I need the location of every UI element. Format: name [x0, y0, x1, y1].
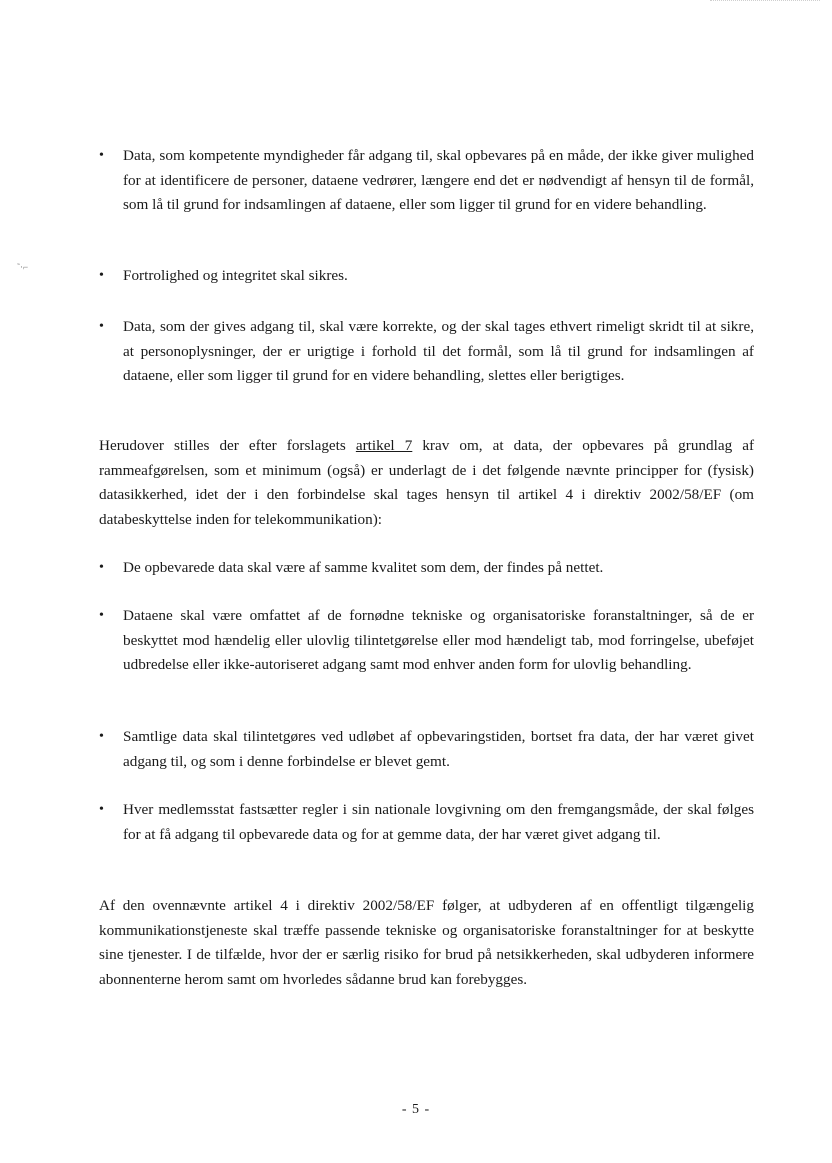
scan-mark: ˜·⌐: [17, 262, 29, 272]
bullet-text: Data, som kompetente myndigheder får adgang til, skal opbevares på en måde, der ikke giver mulighed for at identificere de personer, dataene vedrører, længere end det er nødvendigt af hensyn til de formål, som lå til grund for indsamlingen af dataene, eller som ligger til grund for en videre behandling.: [123, 147, 754, 214]
bullet-icon: •: [99, 608, 104, 623]
paragraph-text: krav om, at data, der opbevares på grundlag af rammeafgørelsen, som et minimum (også) er underlagt de i det følgende nævnte principper for (fysisk) datasikkerhed, idet der i den forbindelse skal tages hensyn til artikel 4 i direktiv 2002/58/EF (om databeskyttelse inden for telekommunikation):: [99, 437, 755, 528]
list-item: [99, 315, 754, 415]
bullet-text: Fortrolighed og integritet skal sikres.: [123, 267, 348, 284]
bullet-icon: •: [99, 319, 104, 334]
bullet-icon: •: [99, 268, 104, 283]
bullet-text: De opbevarede data skal være af samme kvalitet som dem, der findes på nettet.: [123, 559, 604, 576]
paragraph-text: Herudover stilles der efter forslagets: [99, 437, 356, 454]
body-paragraph: Af den ovennævnte artikel 4 i direktiv 2002/58/EF følger, at udbyderen af en offentligt tilgængelig kommunikationstjeneste skal træffe passende tekniske og organisatoriske foranstaltninger for at beskytte sine tjenester. I de tilfælde, hvor der er særlig risiko for brud på netsikkerheden, skal udbyderen informere abonnenterne herom samt om hvorledes sådanne brud kan forebygges.: [99, 897, 754, 988]
bullet-text: Hver medlemsstat fastsætter regler i sin nationale lovgivning om den fremgangsmåde, der skal følges for at få adgang til opbevarede data og for at gemme data, der har været givet adgang til.: [123, 801, 754, 843]
article-reference-link[interactable]: artikel 7: [355, 437, 413, 454]
bullet-text: Dataene skal være omfattet af de fornødne tekniske og organisatoriske foranstaltninger, så de er beskyttet mod hændelig eller ulovlig tilintetgørelse eller mod hændeligt tab, mod forringelse, ubeføjet udbredelse eller ikke-autoriseret adgang samt mod enhver anden form for ulovlig behandling.: [123, 607, 754, 674]
bullet-text: Data, som der gives adgang til, skal være korrekte, og der skal tages ethvert rimeligt skridt til at sikre, at personoplysninger, der er urigtige i forhold til det formål, som lå til grund for indsamlingen af dataene, eller som ligger til grund for en videre behandling, slettes eller berigtiges.: [123, 318, 754, 385]
bullet-text: Samtlige data skal tilintetgøres ved udløbet af opbevaringstiden, bortset fra data, der har været givet adgang til, og som i denne forbindelse er blevet gemt.: [123, 728, 754, 770]
list-item: [99, 604, 754, 704]
body-paragraph: [99, 434, 754, 532]
list-item: [99, 264, 754, 290]
bullet-icon: •: [99, 148, 104, 163]
list-item: [99, 144, 754, 244]
list-item: [99, 725, 754, 777]
list-item: [99, 556, 754, 582]
scan-artifact: [710, 0, 820, 9]
list-item: [99, 798, 754, 874]
page-number: - 5 -: [401, 1102, 431, 1117]
bullet-icon: •: [99, 802, 104, 817]
bullet-icon: •: [99, 560, 104, 575]
bullet-icon: •: [99, 729, 104, 744]
